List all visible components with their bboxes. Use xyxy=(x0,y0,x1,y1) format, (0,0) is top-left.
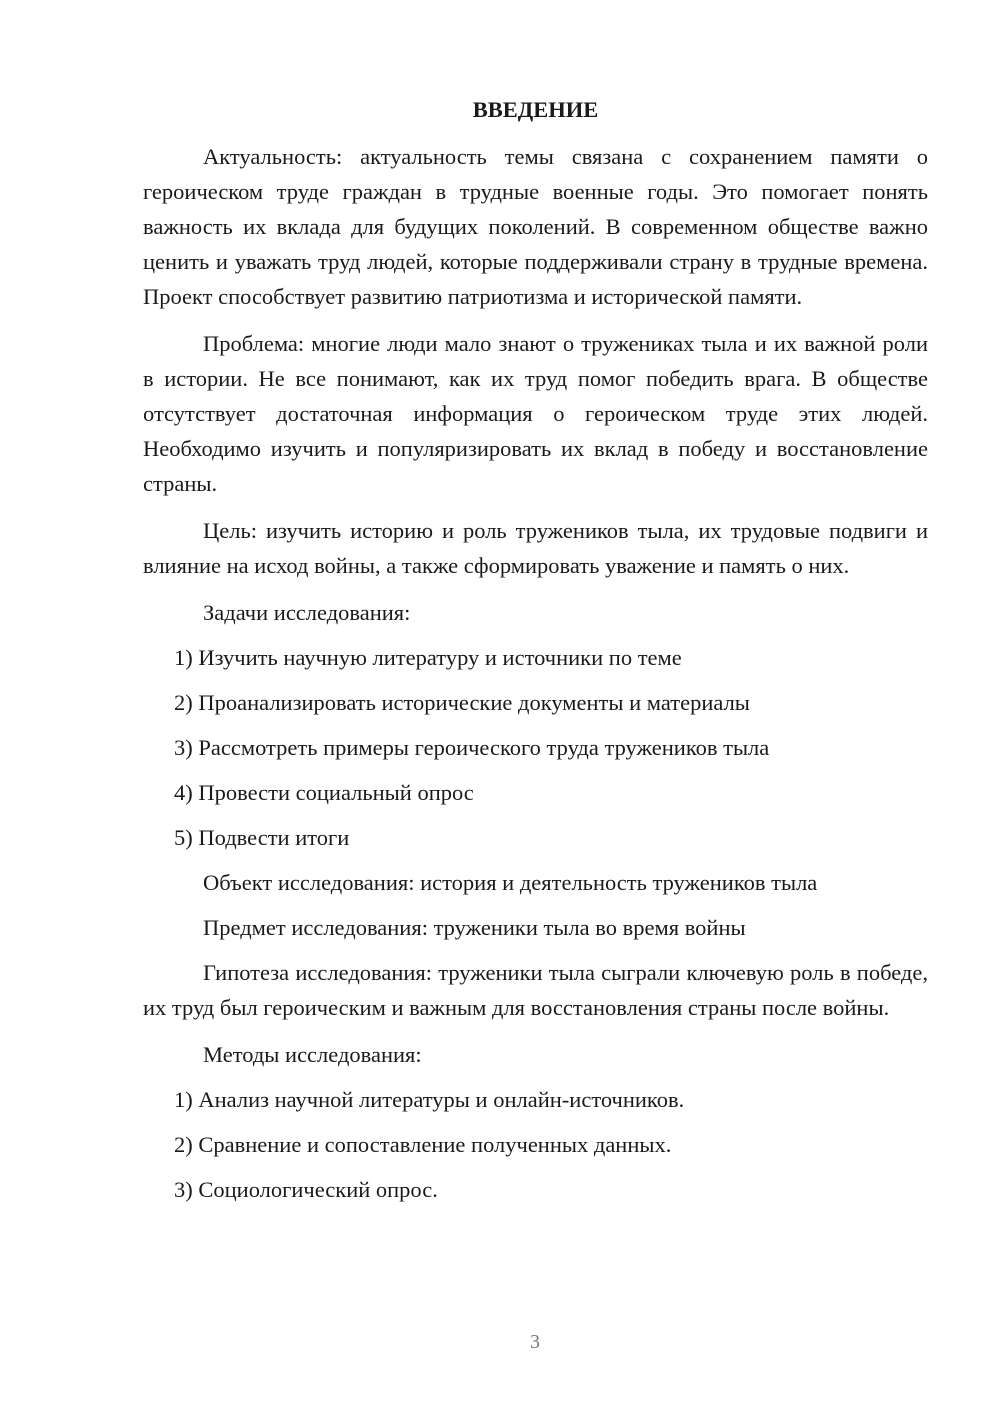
goal-paragraph: Цель: изучить историю и роль тружеников тыла, их трудовые подвиги и влияние на исход войны, а также сформировать уважение и память о них. xyxy=(143,518,928,578)
list-item: 2) Проанализировать исторические документы и материалы xyxy=(174,690,750,715)
tasks-list xyxy=(143,640,928,855)
methods-list xyxy=(143,1082,928,1207)
list-item: 1) Изучить научную литературу и источники по теме xyxy=(174,645,682,670)
tasks-heading: Задачи исследования: xyxy=(203,600,411,625)
list-item: 4) Провести социальный опрос xyxy=(174,780,474,805)
list-item: 2) Сравнение и сопоставление полученных данных. xyxy=(174,1132,672,1157)
page-title: ВВЕДЕНИЕ xyxy=(472,97,599,122)
research-object: Объект исследования: история и деятельность тружеников тыла xyxy=(203,870,818,895)
list-item: 1) Анализ научной литературы и онлайн-источников. xyxy=(174,1087,685,1112)
list-item: 3) Рассмотреть примеры героического труда тружеников тыла xyxy=(174,735,770,760)
document-page xyxy=(143,92,928,1217)
relevance-paragraph: Актуальность: актуальность темы связана с сохранением памяти о героическом труде граждан в трудные военные годы. Это помогает понять важность их вклада для будущих поколений. В современном обществе важно ценить и уважать труд людей, которые поддерживали страну в трудные времена. Проект способствует развитию патриотизма и исторической памяти. xyxy=(143,144,928,309)
research-subject: Предмет исследования: труженики тыла во время войны xyxy=(203,915,746,940)
problem-paragraph: Проблема: многие люди мало знают о тружениках тыла и их важной роли в истории. Не все понимают, как их труд помог победить врага. В обществе отсутствует достаточная информация о героическом труде этих людей. Необходимо изучить и популяризировать их вклад в победу и восстановление страны. xyxy=(143,331,928,496)
list-item: 3) Социологический опрос. xyxy=(174,1177,438,1202)
methods-heading: Методы исследования: xyxy=(203,1042,422,1067)
list-item: 5) Подвести итоги xyxy=(174,825,350,850)
hypothesis-paragraph: Гипотеза исследования: труженики тыла сыграли ключевую роль в победе, их труд был героическим и важным для восстановления страны после войны. xyxy=(143,960,928,1020)
page-number: 3 xyxy=(530,1331,540,1353)
